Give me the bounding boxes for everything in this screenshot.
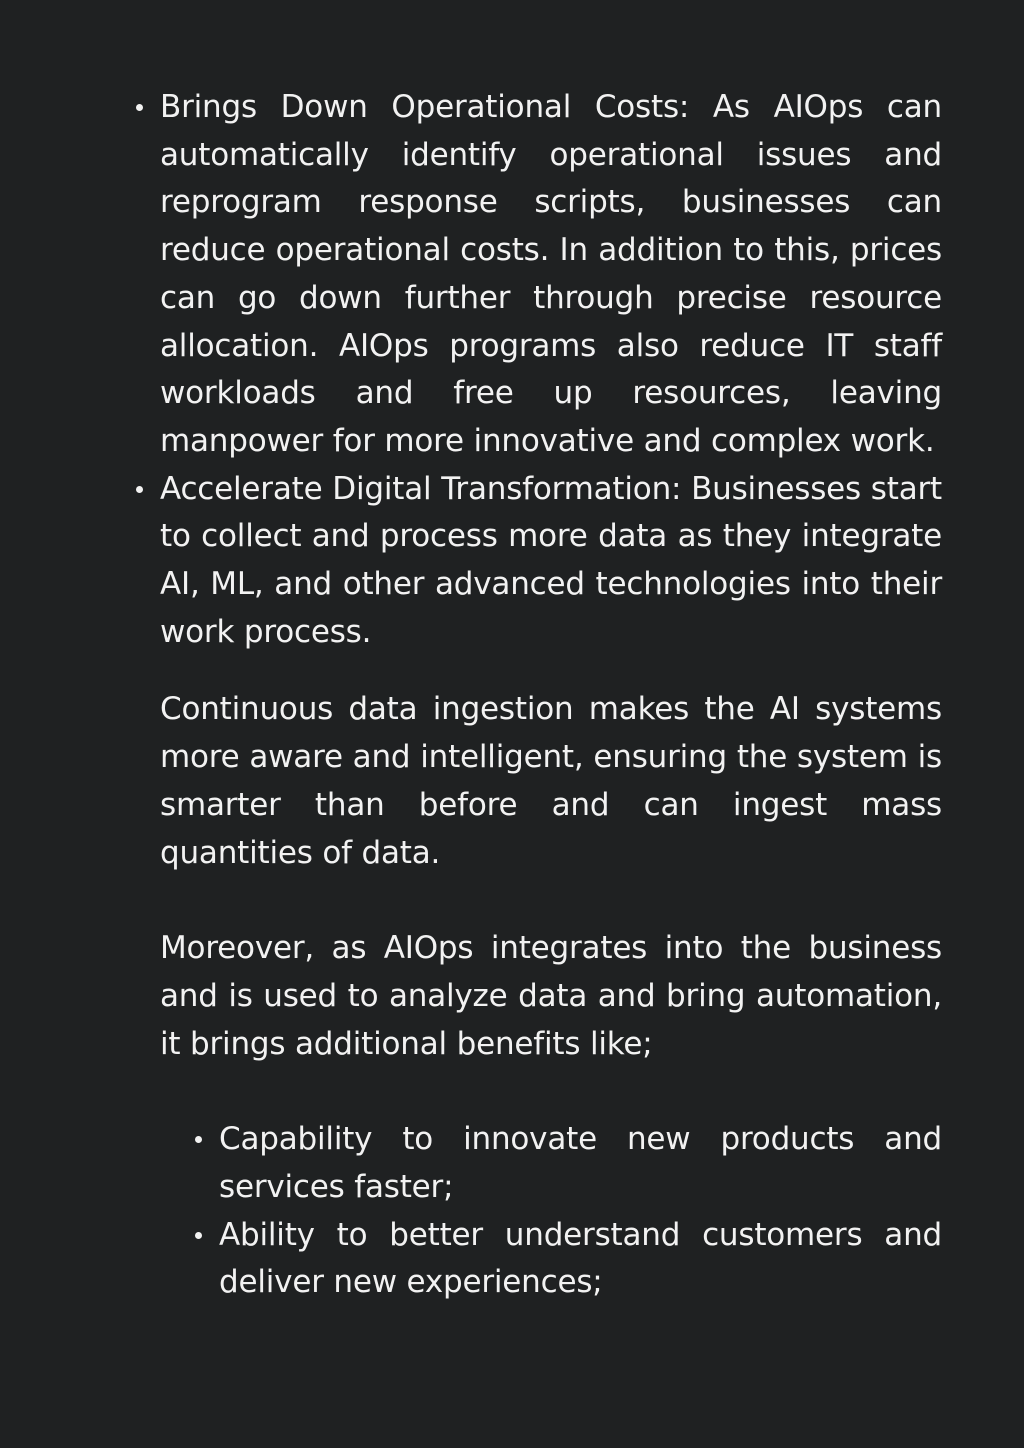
main-bullet-list <box>160 84 942 656</box>
bullet-innovate-faster: Capability to innovate new products and services faster; <box>219 1116 942 1211</box>
paragraph-data-ingestion: Continuous data ingestion makes the AI systems more aware and intelligent, ensuring the system is smarter than before and can ingest mass quantities of data. <box>160 691 942 871</box>
bullet-digital-transformation: Accelerate Digital Transformation: Businesses start to collect and process more data as they integrate AI, ML, and other advanced technologies into their work process. <box>160 466 942 657</box>
paragraph-moreover: Moreover, as AIOps integrates into the business and is used to analyze data and bring automation, it brings additional benefits like; <box>160 930 942 1062</box>
bullet-understand-customers: Ability to better understand customers and deliver new experiences; <box>219 1212 942 1307</box>
content-column <box>160 84 942 1307</box>
bullet-operational-costs: Brings Down Operational Costs: As AIOps can automatically identify operational issues and reprogram response scripts, businesses can reduce operational costs. In addition to this, prices can go down further through precise resource allocation. AIOps programs also reduce IT staff workloads and free up resources, leaving manpower for more innovative and complex work. <box>160 84 942 466</box>
benefits-bullet-list <box>160 1116 942 1307</box>
